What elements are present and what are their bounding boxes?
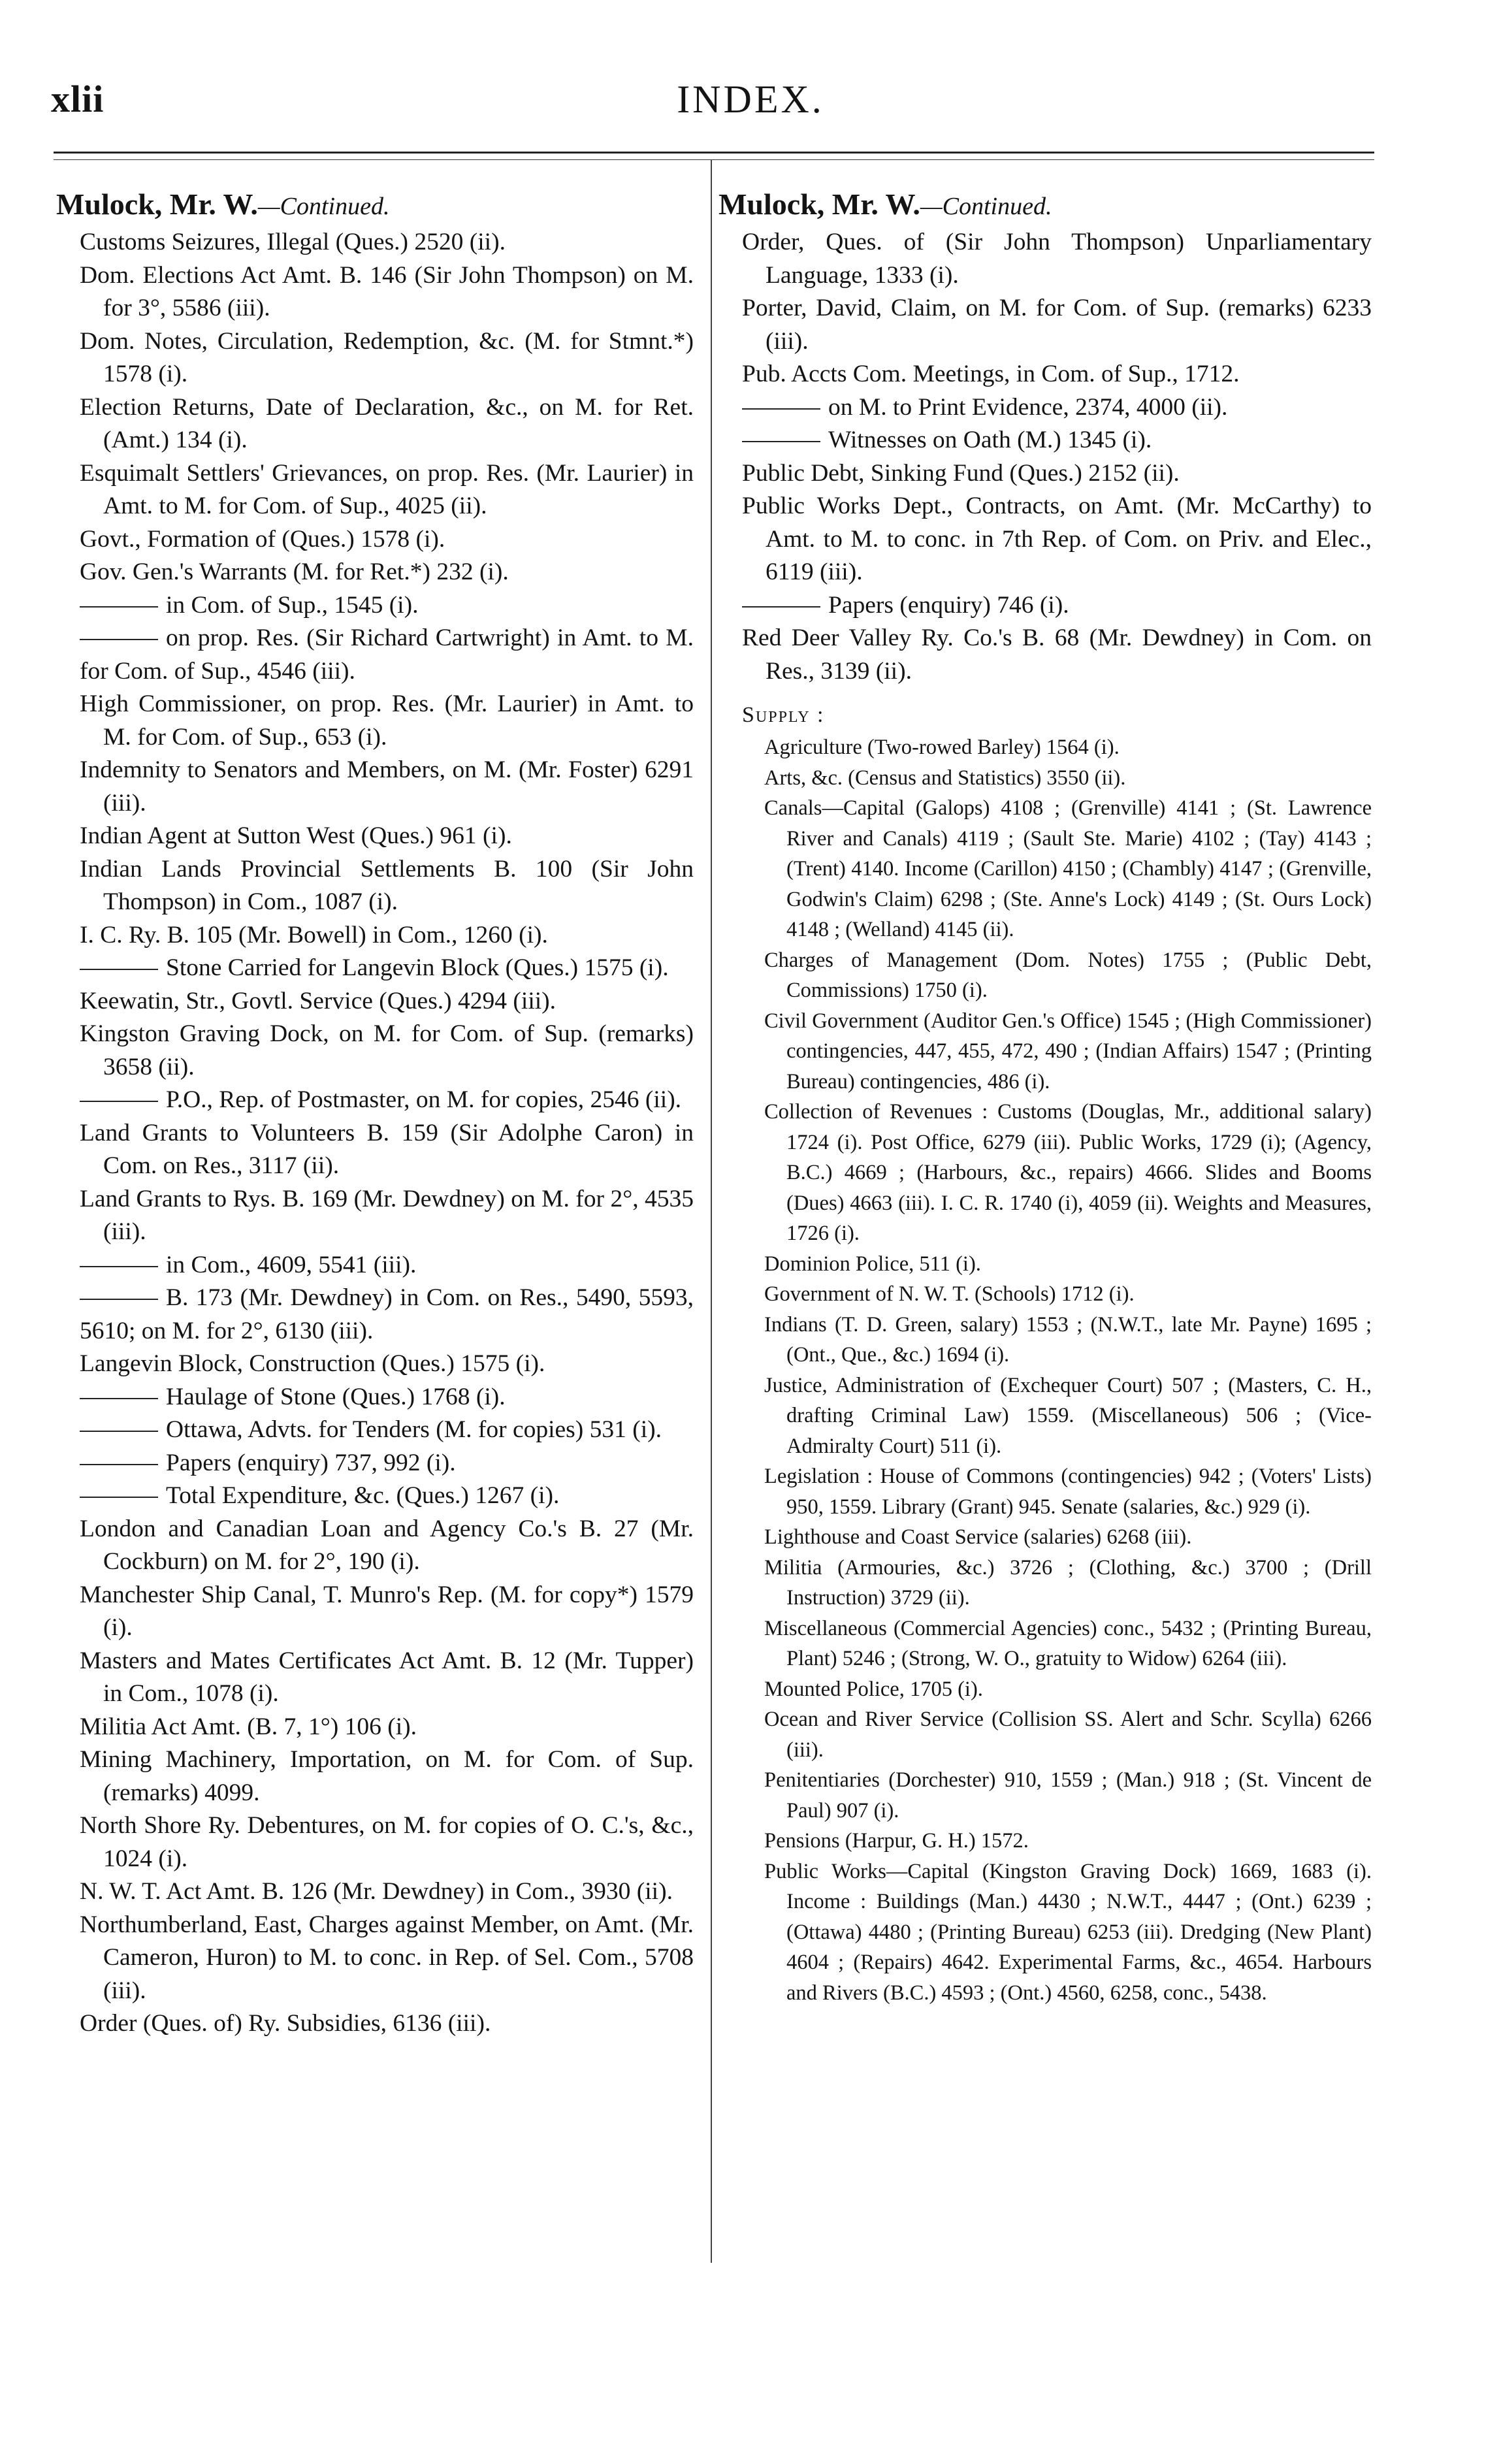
index-subentry: on M. to Print Evidence, 2374, 4000 (ii). (718, 391, 1372, 425)
supply-entry: Justice, Administration of (Exchequer Court) 507 ; (Masters, C. H., drafting Criminal Law) 1559. (Miscellaneous) 506 ; (Vice-Admiralty Court) 511 (i). (764, 1373, 1372, 1458)
index-entry: Indemnity to Senators and Members, on M. (Mr. Foster) 6291 (iii). (80, 756, 694, 817)
index-entry: Public Works Dept., Contracts, on Amt. (Mr. McCarthy) to Amt. to M. to conc. in 7th Rep. of Com. on Priv. and Elec., 6119 (iii). (742, 493, 1372, 585)
index-entry: N. W. T. Act Amt. B. 126 (Mr. Dewdney) in Com., 3930 (ii). (80, 1878, 673, 1905)
supply-entry: Arts, &c. (Census and Statistics) 3550 (ii). (764, 766, 1126, 790)
supply-entry: Civil Government (Auditor Gen.'s Office) 1545 ; (High Commissioner) contingencies, 447, 455, 472, 490 ; (Indian Affairs) 1547 ; (Printing Bureau) contingencies, 486 (i). (764, 1009, 1372, 1094)
supply-entry: Mounted Police, 1705 (i). (764, 1677, 983, 1701)
page-number: xlii (51, 78, 105, 120)
index-entry: Masters and Mates Certificates Act Amt. B. 12 (Mr. Tupper) in Com., 1078 (i). (80, 1647, 694, 1707)
index-entry: Land Grants to Volunteers B. 159 (Sir Adolphe Caron) in Com. on Res., 3117 (ii). (80, 1119, 694, 1179)
index-subentry: Ottawa, Advts. for Tenders (M. for copies) 531 (i). (56, 1414, 694, 1447)
index-entry: North Shore Ry. Debentures, on M. for copies of O. C.'s, &c., 1024 (i). (80, 1812, 694, 1872)
ditto-dash (80, 1398, 158, 1399)
index-subentry: Papers (enquiry) 746 (i). (718, 589, 1372, 623)
index-subentry: Total Expenditure, &c. (Ques.) 1267 (i). (56, 1480, 694, 1513)
supply-entry: Agriculture (Two-rowed Barley) 1564 (i). (764, 736, 1120, 759)
supply-entry: Ocean and River Service (Collision SS. Alert and Schr. Scylla) 6266 (iii). (764, 1708, 1372, 1762)
ditto-dash (742, 606, 820, 608)
index-entry: Indian Agent at Sutton West (Ques.) 961 (i). (80, 822, 512, 849)
supply-entry: Lighthouse and Coast Service (salaries) 6268 (iii). (764, 1525, 1192, 1549)
header-rule (54, 152, 1374, 154)
index-entry: Keewatin, Str., Govtl. Service (Ques.) 4294 (iii). (80, 987, 557, 1014)
index-subentry: Witnesses on Oath (M.) 1345 (i). (718, 424, 1372, 457)
supply-entry: Collection of Revenues : Customs (Douglas, Mr., additional salary) 1724 (i). Post Office, 6279 (iii). Public Works, 1729 (i); (Agency, B.C.) 4669 ; (Harbours, &c., repairs) 4666. Slides and Booms (Dues) 4663 (iii). I. C. R. 1740 (i), 4059 (ii). Weights and Measures, 1726 (i). (764, 1100, 1372, 1245)
index-entry: Militia Act Amt. (B. 7, 1°) 106 (i). (80, 1713, 417, 1740)
ditto-dash (80, 1101, 158, 1102)
index-subentry: Stone Carried for Langevin Block (Ques.) 1575 (i). (56, 952, 694, 985)
index-entry: Red Deer Valley Ry. Co.'s B. 68 (Mr. Dewdney) in Com. on Res., 3139 (ii). (742, 624, 1372, 685)
ditto-dash (80, 1299, 158, 1300)
supply-entry: Public Works—Capital (Kingston Graving Dock) 1669, 1683 (i). Income : Buildings (Man.) 4430 ; N.W.T., 4447 ; (Ont.) 6239 ; (Ottawa) 4480 ; (Printing Bureau) 6253 (iii). Dredging (New Plant) 4604 ; (Repairs) 4642. Experimental Farms, &c., 4654. Harbours and Rivers (B.C.) 4593 ; (Ont.) 4560, 6258, conc., 5438. (764, 1859, 1372, 2005)
index-entry: Northumberland, East, Charges against Member, on Amt. (Mr. Cameron, Huron) to M. to conc. in Rep. of Sel. Com., 5708 (iii). (80, 1911, 694, 2004)
index-subentry: in Com. of Sup., 1545 (i). (56, 589, 694, 623)
page-title: INDEX. (677, 78, 824, 121)
ditto-dash (80, 639, 158, 640)
index-entry: Langevin Block, Construction (Ques.) 1575 (i). (80, 1350, 545, 1377)
supply-entry: Penitentiaries (Dorchester) 910, 1559 ; (Man.) 918 ; (St. Vincent de Paul) 907 (i). (764, 1768, 1372, 1823)
index-entry: Dom. Notes, Circulation, Redemption, &c. (M. for Stmnt.*) 1578 (i). (80, 327, 694, 387)
supply-entry: Miscellaneous (Commercial Agencies) conc., 5432 ; (Printing Bureau, Plant) 5246 ; (Strong, W. O., gratuity to Widow) 6264 (iii). (764, 1616, 1372, 1670)
index-entry: High Commissioner, on prop. Res. (Mr. Laurier) in Amt. to M. for Com. of Sup., 653 (i). (80, 690, 694, 751)
supply-entry: Legislation : House of Commons (contingencies) 942 ; (Voters' Lists) 950, 1559. Library (Grant) 945. Senate (salaries, &c.) 929 (i). (764, 1465, 1372, 1519)
index-subentry: Haulage of Stone (Ques.) 1768 (i). (56, 1381, 694, 1414)
supply-entry: Pensions (Harpur, G. H.) 1572. (764, 1829, 1029, 1853)
index-entry: Election Returns, Date of Declaration, &c., on M. for Ret. (Amt.) 134 (i). (80, 393, 694, 453)
supply-entry: Militia (Armouries, &c.) 3726 ; (Clothing, &c.) 3700 ; (Drill Instruction) 3729 (ii). (764, 1555, 1372, 1610)
index-entry: Public Debt, Sinking Fund (Ques.) 2152 (ii). (742, 459, 1180, 487)
header-rule-thin (54, 159, 1374, 160)
column-divider (711, 159, 712, 2263)
index-entry: Indian Lands Provincial Settlements B. 100 (Sir John Thompson) in Com., 1087 (i). (80, 855, 694, 915)
ditto-dash (80, 969, 158, 970)
index-subentry: Papers (enquiry) 737, 992 (i). (56, 1447, 694, 1480)
index-entry: London and Canadian Loan and Agency Co.'s B. 27 (Mr. Cockburn) on M. for 2°, 190 (i). (80, 1515, 694, 1575)
index-entry: Gov. Gen.'s Warrants (M. for Ret.*) 232 (i). (80, 559, 509, 585)
left-column (56, 186, 694, 2041)
ditto-dash (80, 1464, 158, 1465)
supply-entry: Dominion Police, 511 (i). (764, 1252, 981, 1276)
index-entry: Dom. Elections Act Amt. B. 146 (Sir John Thompson) on M. for 3°, 5586 (iii). (80, 261, 694, 321)
supply-entry: Indians (T. D. Green, salary) 1553 ; (N.W.T., late Mr. Payne) 1695 ; (Ont., Que., &c.) 1694 (i). (764, 1312, 1372, 1367)
supply-entry: Government of N. W. T. (Schools) 1712 (i). (764, 1282, 1135, 1306)
ditto-dash (80, 1497, 158, 1498)
index-subentry: on prop. Res. (Sir Richard Cartwright) in Amt. to M. for Com. of Sup., 4546 (iii). (80, 624, 694, 685)
supply-entry: Charges of Management (Dom. Notes) 1755 ; (Public Debt, Commissions) 1750 (i). (764, 948, 1372, 1002)
ditto-dash (742, 408, 820, 410)
index-entry: Land Grants to Rys. B. 169 (Mr. Dewdney) on M. for 2°, 4535 (iii). (80, 1185, 694, 1245)
index-entry: Pub. Accts Com. Meetings, in Com. of Sup., 1712. (742, 361, 1240, 387)
heading-continued: —Continued. (257, 193, 390, 220)
index-entry: Manchester Ship Canal, T. Munro's Rep. (M. for copy*) 1579 (i). (80, 1581, 694, 1641)
index-entry: Govt., Formation of (Ques.) 1578 (i). (80, 525, 445, 553)
ditto-dash (80, 1431, 158, 1432)
index-entry: I. C. Ry. B. 105 (Mr. Bowell) in Com., 1260 (i). (80, 921, 548, 948)
index-subentry: P.O., Rep. of Postmaster, on M. for copies, 2546 (ii). (56, 1084, 694, 1117)
index-subentry: B. 173 (Mr. Dewdney) in Com. on Res., 5490, 5593, 5610; on M. for 2°, 6130 (iii). (80, 1284, 694, 1344)
supply-entry: Canals—Capital (Galops) 4108 ; (Grenville) 4141 ; (St. Lawrence River and Canals) 4119 ; (Sault Ste. Marie) 4102 ; (Tay) 4143 ; (Trent) 4140. Income (Carillon) 4150 ; (Chambly) 4147 ; (Grenville, Godwin's Claim) 6298 ; (Ste. Anne's Lock) 4149 ; (St. Ours Lock) 4148 ; (Welland) 4145 (ii). (764, 796, 1372, 941)
index-entry: Kingston Graving Dock, on M. for Com. of Sup. (remarks) 3658 (ii). (80, 1020, 694, 1080)
index-subentry: in Com., 4609, 5541 (iii). (56, 1249, 694, 1282)
ditto-dash (80, 1266, 158, 1267)
index-entry: Mining Machinery, Importation, on M. for Com. of Sup. (remarks) 4099. (80, 1746, 694, 1806)
left-heading (56, 186, 694, 225)
heading-name: Mulock, Mr. W. (718, 187, 920, 221)
right-column (718, 186, 1372, 2008)
ditto-dash (742, 441, 820, 442)
index-entry: Esquimalt Settlers' Grievances, on prop. Res. (Mr. Laurier) in Amt. to M. for Com. of Sup., 4025 (ii). (80, 459, 694, 519)
index-entry: Order (Ques. of) Ry. Subsidies, 6136 (iii). (80, 2010, 491, 2037)
index-entry: Customs Seizures, Illegal (Ques.) 2520 (ii). (80, 229, 506, 255)
supply-heading: Supply : (742, 703, 825, 727)
ditto-dash (80, 606, 158, 608)
heading-continued: —Continued. (920, 193, 1052, 220)
right-heading (718, 186, 1372, 225)
index-entry: Order, Ques. of (Sir John Thompson) Unparliamentary Language, 1333 (i). (742, 229, 1372, 289)
index-entry: Porter, David, Claim, on M. for Com. of Sup. (remarks) 6233 (iii). (742, 295, 1372, 355)
heading-name: Mulock, Mr. W. (56, 187, 258, 221)
